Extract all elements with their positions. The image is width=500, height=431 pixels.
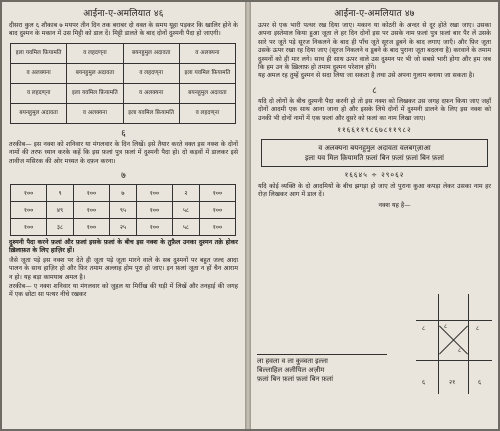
section-number: ६ xyxy=(121,128,126,139)
grid-number: ७ xyxy=(121,171,126,182)
figure-label: ८ xyxy=(458,347,462,354)
table-row xyxy=(11,219,236,236)
table-cell: बयनहुमुल अदावता xyxy=(123,43,179,63)
page-header: आईना-ए-अमलियात ४७ xyxy=(334,9,415,19)
equation: १६६४५ ÷ २९०६२ xyxy=(344,171,405,180)
figure-label: ८ xyxy=(476,325,480,332)
tarkeeb-paragraph: तरकीब— इस नक्श को शनिवार या मंगलवार के दिन लिखें। इसे तैयार करते वक्त इस नक्श के दोनों नामों की तरफ ध्यान करके कहें कि इस फ़लां पुत्र फ़लां में दुश्मनी पैदा हो। दो कड़वों में डालकर इसे तावीज मसिरक की ओर मध्यत के दफ़न करना। xyxy=(9,140,238,165)
table-cell: १०० xyxy=(136,185,172,202)
box-line: इला यव मिल क़ियामति फ़लां बिन फ़लां फ़लां बिन फ़लां xyxy=(305,154,444,163)
naqsh-box xyxy=(261,139,488,167)
paragraph: यदि दो लोगों के बीच दुश्मनी पैदा करनी हो तो इस नक्श को लिखकर उस जगह दफ़न किया जाए जहाँ दोनों आदमी एक साथ आना जाना हो और इसके लिये दोनों में दुश्मनी डालने के लिए इस नक्श को उनकी भी दोनों नामों में एक फ़लां और दूसरे को फ़लां का नाम लिखा जाए। xyxy=(258,97,491,122)
table-row xyxy=(11,202,236,219)
table-cell: व लहदण्‌ना xyxy=(67,43,123,63)
figure-line xyxy=(468,294,469,394)
table-row xyxy=(11,83,236,103)
table-cell: ४९ xyxy=(47,202,74,219)
open-book xyxy=(2,2,498,429)
table-cell: ७ xyxy=(110,185,137,202)
intro-paragraph: दीसरा कुल ६ शौकाब ७ मयपर तीन दिन तक बराबर दो वक्त के समय यूहा पड़कर कि खालिर होने के बाद दुश्मन के मकान में उस मिट्टी को डाल दें। मिट्टी डालते के बाद दोनों दुश्मनी पैदा हो जाएगी। xyxy=(9,22,238,38)
table-cell: १०० xyxy=(11,202,47,219)
left-page xyxy=(2,2,245,429)
table-cell: १०० xyxy=(199,185,235,202)
name-grid xyxy=(10,43,236,124)
figure-caption: नक्श यह है— xyxy=(378,201,411,209)
table-row xyxy=(11,63,236,83)
table-cell: ९ xyxy=(47,185,74,202)
table-row xyxy=(11,185,236,202)
table-cell: बयनहुमुल अदावता xyxy=(67,63,123,83)
figure-label: ६ xyxy=(478,379,482,386)
paragraph: यदि कोई व्यक्ति के दो आदमियों के बीच झगड़ा हो जाए तो पुराना कुआ कपड़ा लेकर उसका नाम हर रोज़ लिखकर आग में डाल दें। xyxy=(258,183,491,199)
table-cell: १०० xyxy=(136,219,172,236)
prayer-block xyxy=(257,354,407,384)
prayer-line: ला हवला व ला कुव्वता इल्ला xyxy=(257,357,328,365)
table-cell: २५ xyxy=(110,219,137,236)
table-cell: १०० xyxy=(73,219,109,236)
table-cell: व लहदण्‌ना xyxy=(179,103,235,123)
table-cell: १०० xyxy=(199,219,235,236)
box-line: व अलक्यना बयनहुमुल अदावता वलबग्‌ज़ाआ xyxy=(318,144,431,153)
right-page xyxy=(251,2,498,429)
table-cell: इला यवमिल फ़ियामति xyxy=(123,103,179,123)
tarkeeb-paragraph-2: तरकीब— ए नक्श शनिवार या मंगलवार को जुहल या मिर्रीख की घड़ी में लिखें और तनहाई की जगह में एक छोटा सा पत्थर नीचे रखकर xyxy=(9,283,238,299)
table-cell: इला यवमिल फ़ियामति xyxy=(179,63,235,83)
table-cell: १०० xyxy=(136,202,172,219)
table-cell: व अलक्यना xyxy=(67,103,123,123)
figure-line xyxy=(438,294,439,394)
table-cell: व अलक्यना xyxy=(123,83,179,103)
table-cell: १०० xyxy=(199,202,235,219)
table-row xyxy=(11,103,236,123)
paragraph: ऊपर से एक भारी पत्थर रख दिया जाए। मकान या कोठरी के अन्दर से दूर होते रखा जाए। उसका अपना इस्तेमाल किया हुआ जूता ले हर दिन दोनों इस पर उसके नाम फ़लां पुत्र फ़लां बार पैर लें उसके सारे पर जूते पड़े सूरज निकलने के बाद ही पाँच जूते सूरज डूबने के बाद लगाए जाएँ। और फ़िर जूता उसके ऊपर रखा रह दिया जाए (सूरज निकलने व डूबने के बाद पुराना जूता बदलना है) करवाने के तमाम दुश्मनों को ही मार लगे। साथ ही साथ ऊपर वाले उस दुश्मन पर भी जो सबसे भारी होगा और हम जब कि हम उन के ख़िलाफ़ हो तमाम दुश्मन परेशान होंगे। xyxy=(258,22,491,72)
table-cell: बयनहुमुल अदावता xyxy=(179,83,235,103)
figure-label: ८ xyxy=(444,323,448,330)
figure-line xyxy=(416,320,492,321)
table-row xyxy=(11,43,236,63)
method-paragraph: जैसे जूता पड़े इस नक्श पर देते ही जूता पड़े जूता मारने वाले के सब दुश्मनों पर बहुत जल्द आदा पालन के साथ हाज़िर हो और फ़िर तमाम अल्लाह होम पूरा हो जाए। इन फ़लां जूता न हों चैन आराम न हो। यह बड़ा कामयाब अमल है। xyxy=(9,256,238,281)
naqsh-figure xyxy=(416,294,494,396)
figure-label: ८ xyxy=(422,325,426,332)
table-cell: २ xyxy=(172,185,199,202)
table-cell: व अलक्यना xyxy=(179,43,235,63)
table-cell: ३८ xyxy=(47,219,74,236)
table-cell: इला यवमिल फ़ियामति xyxy=(67,83,123,103)
table-cell: ९५ xyxy=(110,202,137,219)
table-cell: १०० xyxy=(73,202,109,219)
paragraph: यह अमल रह तुम्हें दुश्मन से सदा लिया जा सकता है तथा उसे अपना गुलाम बनाया जा सकता है। xyxy=(258,72,475,80)
table-cell: व लहदण्‌ना xyxy=(123,63,179,83)
table-cell: व लहदण्‌ना xyxy=(11,83,67,103)
table-cell: ५८ xyxy=(172,202,199,219)
table-cell: १०० xyxy=(73,185,109,202)
underline-rule xyxy=(257,354,387,355)
page-header: आईना-ए-अमलियात ४६ xyxy=(83,9,164,19)
prayer-line: बिल्लाहिल अलीयिल अज़ीम xyxy=(257,366,325,374)
figure-label: २१ xyxy=(449,379,456,386)
figure-line xyxy=(416,360,492,361)
table-cell: १०० xyxy=(11,219,47,236)
table-cell: इला यवमिल फ़ियामति xyxy=(11,43,67,63)
number-grid xyxy=(10,184,236,236)
prayer-line: फ़लां बिन फ़लां फ़लां बिन फ़लां xyxy=(257,375,334,383)
bold-instruction: दुश्मनी पैदा करने फ़लां और फ़लां इसके फ़लां के बीच इस नक्श के तुफ़ैल उनका दुश्मन तक़े होकर ख़िलाफ़त के लिए हाज़िर हों। xyxy=(9,239,238,255)
figure-label: ६ xyxy=(422,379,426,386)
table-cell: बयनहुमुल अदावता xyxy=(11,103,67,123)
section-number: ८ xyxy=(372,85,377,96)
table-cell: ५८ xyxy=(172,219,199,236)
table-cell: १०० xyxy=(11,185,47,202)
number-sequence: ११६६११९८६७८११९८२ xyxy=(337,126,412,135)
table-cell: व अलक्यना xyxy=(11,63,67,83)
